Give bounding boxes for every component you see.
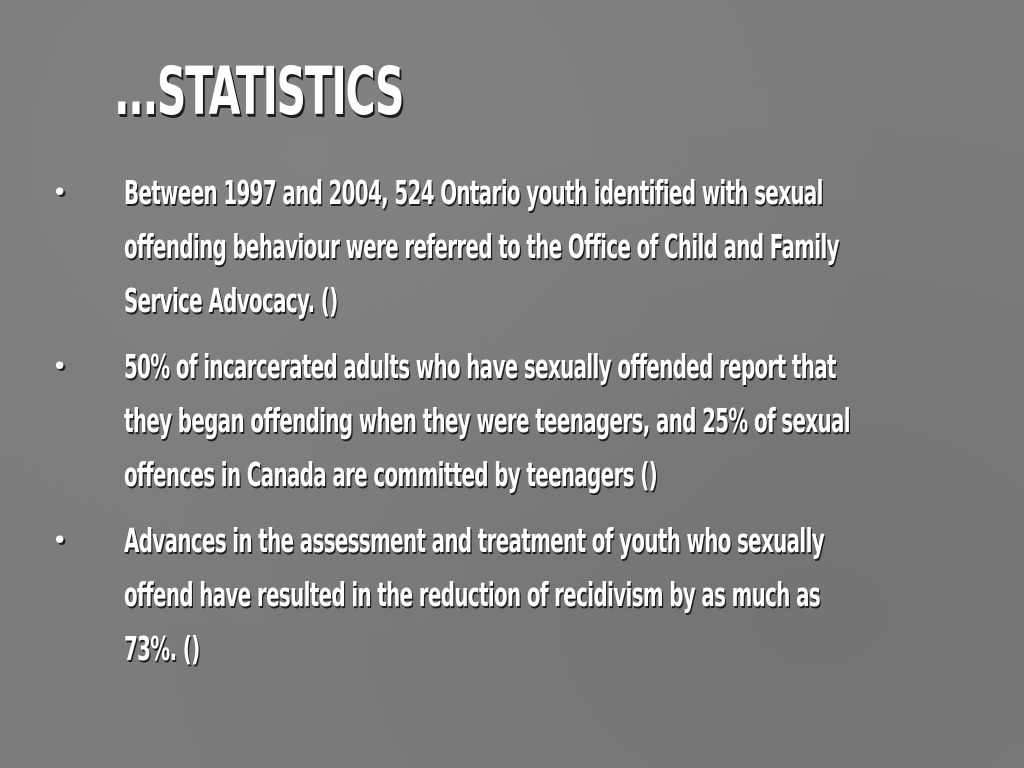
bullet-list bbox=[0, 166, 1024, 688]
list-item bbox=[0, 166, 1024, 328]
bullet-icon: • bbox=[52, 352, 68, 382]
bullet-text: 50% of incarcerated adults who have sexually offended report that they began offending when they were teenagers, and 25% of sexual offences in Canada are committed by teenagers () bbox=[124, 347, 850, 494]
list-item bbox=[0, 514, 1024, 676]
bullet-icon: • bbox=[52, 178, 68, 208]
bullet-text: Between 1997 and 2004, 524 Ontario youth identified with sexual offending behaviour were referred to the Office of Child and Family Service Advocacy. () bbox=[124, 173, 839, 320]
slide-title: ...STATISTICS bbox=[114, 53, 404, 130]
bullet-icon: • bbox=[52, 526, 68, 556]
bullet-text: Advances in the assessment and treatment of youth who sexually offend have resulted in the reduction of recidivism by as much as 73%. () bbox=[124, 521, 825, 668]
list-item bbox=[0, 340, 1024, 502]
